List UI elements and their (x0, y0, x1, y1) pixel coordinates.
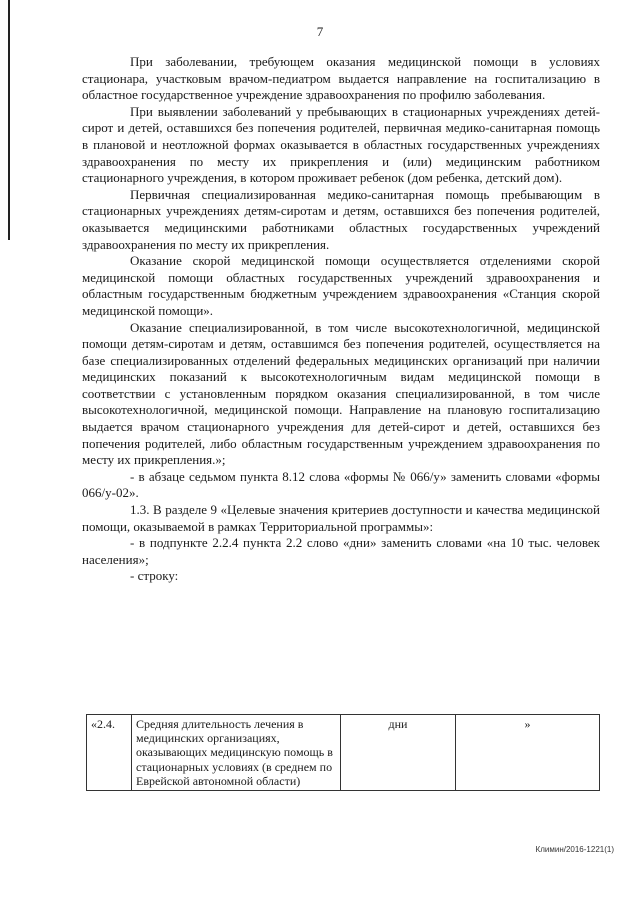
table-row (87, 715, 600, 791)
document-body (82, 54, 600, 585)
paragraph-orphan-primary-care: При выявлении заболеваний у пребывающих в стационарных учреждениях детей-сирот и детей, оставшихся без попечения родителей, первичная медико-санитарная помощь в плановой и неотложной формах оказывается в областных государственных учреждениях здравоохранения по месту их прикрепления и (или) медицинским работником стационарного учреждения, в котором проживает ребенок (дом ребенка, детский дом). (82, 103, 600, 186)
paragraph-row-intro: - строку: (130, 568, 179, 584)
criteria-table (86, 714, 600, 791)
paragraph-subitem-2-2-4: - в подпункте 2.2.4 пункта 2.2 слово «дни» заменить словами «на 10 тыс. человек населения»; (82, 535, 600, 567)
footer-document-code: Климин/2016-1221(1) (535, 845, 614, 854)
paragraph-emergency-care: Оказание скорой медицинской помощи осуществляется отделениями скорой медицинской помощи областных государственных учреждений здравоохранения и областным государственным бюджетным учреждением здравоохранения «Станция скорой медицинской помощи». (82, 253, 600, 318)
paragraph-high-tech-care: Оказание специализированной, в том числе высокотехнологичной, медицинской помощи детям-сиротам и детям, оставшимся без попечения родителей, осуществляется на базе специализированных отделений федеральных медицинских организаций при наличии медицинских показаний к высокотехнологичным видам медицинской помощи в соответствии с установленным порядком оказания специализированной, в том числе высокотехнологичной, медицинской помощи. Направление на плановую госпитализацию выдается врачом стационарного учреждения для детей-сирот и детей, оставшихся без попечения родителей, либо областным государственным учреждением здравоохранения по месту их прикрепления.»; (82, 319, 600, 468)
paragraph-hospitalization: При заболевании, требующем оказания медицинской помощи в условиях стационара, участковым врачом-педиатром выдается направление на госпитализацию в областное государственное учреждение здравоохранения по профилю заболевания. (82, 54, 600, 103)
table-cell-indicator: Средняя длительность лечения в медицинских организациях, оказывающих медицинскую помощь в стационарных условиях (в среднем по Еврейской автономной области) (132, 715, 341, 791)
table-cell-number: «2.4. (87, 715, 132, 791)
table-cell-value: » (456, 715, 600, 791)
paragraph-specialized-primary-care: Первичная специализированная медико-санитарная помощь пребывающим в стационарных учреждениях детям-сиротам и детям, оставшихся без попечения родителей, оказывается медицинскими работниками областных государственных учреждений здравоохранения по месту их прикрепления. (82, 186, 600, 252)
page-number: 7 (316, 24, 324, 39)
paragraph-amendment-8-12: - в абзаце седьмом пункта 8.12 слова «формы № 066/у» заменить словами «формы 066/у-02». (82, 468, 600, 501)
paragraph-section-9: 1.3. В разделе 9 «Целевые значения критериев доступности и качества медицинской помощи, оказываемой в рамках Территориальной программы»: (82, 502, 600, 534)
table-cell-unit: дни (341, 715, 456, 791)
